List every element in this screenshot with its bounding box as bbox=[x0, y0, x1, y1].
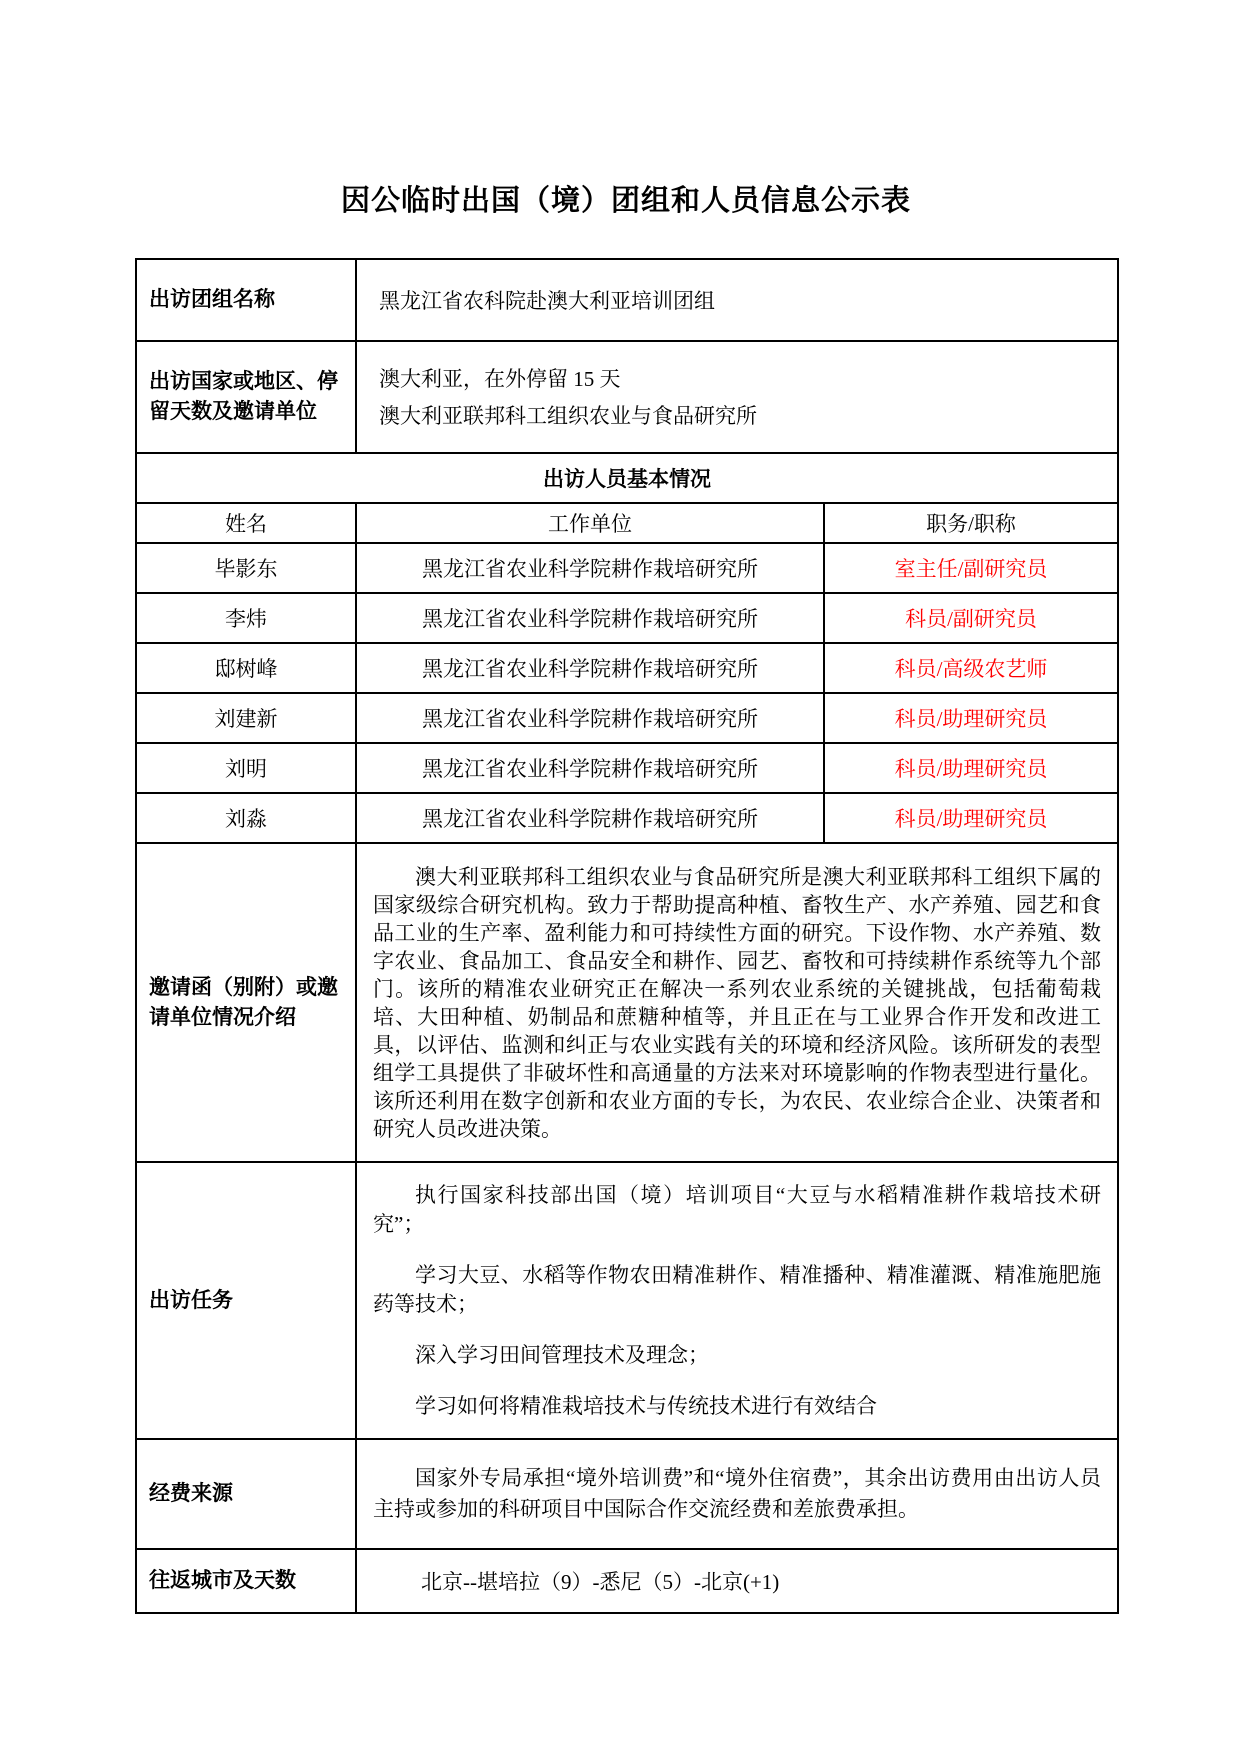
person-unit: 黑龙江省农业科学院耕作栽培研究所 bbox=[356, 743, 824, 793]
person-name: 刘淼 bbox=[136, 793, 356, 843]
person-unit: 黑龙江省农业科学院耕作栽培研究所 bbox=[356, 693, 824, 743]
person-name: 邸树峰 bbox=[136, 643, 356, 693]
table-row bbox=[136, 693, 1118, 743]
page-title: 因公临时出国（境）团组和人员信息公示表 bbox=[340, 185, 911, 217]
destination-line-1: 澳大利亚，在外停留 15 天 bbox=[379, 366, 621, 391]
header-name: 姓名 bbox=[136, 503, 356, 543]
person-name: 刘明 bbox=[136, 743, 356, 793]
header-position: 职务/职称 bbox=[824, 503, 1118, 543]
row-funding bbox=[136, 1439, 1118, 1549]
person-unit: 黑龙江省农业科学院耕作栽培研究所 bbox=[356, 793, 824, 843]
destination-value bbox=[356, 341, 1118, 453]
mission-label: 出访任务 bbox=[136, 1162, 356, 1439]
row-section-header bbox=[136, 453, 1118, 503]
group-name-label: 出访团组名称 bbox=[136, 259, 356, 341]
mission-paragraph: 学习大豆、水稻等作物农田精准耕作、精准播种、精准灌溉、精准施肥施药等技术； bbox=[373, 1262, 1101, 1316]
table-row bbox=[136, 793, 1118, 843]
person-position: 科员/助理研究员 bbox=[824, 743, 1118, 793]
person-unit: 黑龙江省农业科学院耕作栽培研究所 bbox=[356, 593, 824, 643]
table-row bbox=[136, 593, 1118, 643]
funding-paragraph: 国家外专局承担“境外培训费”和“境外住宿费”，其余出访费用由出访人员主持或参加的科研项目中国际合作交流经费和差旅费承担。 bbox=[373, 1466, 1101, 1521]
person-position: 室主任/副研究员 bbox=[824, 543, 1118, 593]
invitation-label: 邀请函（别附）或邀请单位情况介绍 bbox=[136, 843, 356, 1162]
mission-text bbox=[356, 1162, 1118, 1439]
itinerary-value: 北京--堪培拉（9）-悉尼（5）-北京(+1) bbox=[356, 1549, 1118, 1613]
table-row bbox=[136, 543, 1118, 593]
person-unit: 黑龙江省农业科学院耕作栽培研究所 bbox=[356, 643, 824, 693]
person-position: 科员/助理研究员 bbox=[824, 693, 1118, 743]
table-row bbox=[136, 643, 1118, 693]
row-destination bbox=[136, 341, 1118, 453]
destination-line-2: 澳大利亚联邦科工组织农业与食品研究所 bbox=[379, 403, 757, 428]
row-invitation bbox=[136, 843, 1118, 1162]
person-name: 毕影东 bbox=[136, 543, 356, 593]
destination-label: 出访国家或地区、停留天数及邀请单位 bbox=[136, 341, 356, 453]
person-position: 科员/副研究员 bbox=[824, 593, 1118, 643]
person-position: 科员/高级农艺师 bbox=[824, 643, 1118, 693]
person-name: 李炜 bbox=[136, 593, 356, 643]
mission-paragraph: 深入学习田间管理技术及理念； bbox=[415, 1342, 709, 1367]
person-unit: 黑龙江省农业科学院耕作栽培研究所 bbox=[356, 543, 824, 593]
info-table bbox=[135, 258, 1119, 1614]
section-header: 出访人员基本情况 bbox=[136, 453, 1118, 503]
person-position: 科员/助理研究员 bbox=[824, 793, 1118, 843]
header-unit: 工作单位 bbox=[356, 503, 824, 543]
row-personnel-headers bbox=[136, 503, 1118, 543]
person-name: 刘建新 bbox=[136, 693, 356, 743]
table-row bbox=[136, 743, 1118, 793]
invitation-text bbox=[356, 843, 1118, 1162]
invitation-paragraph: 澳大利亚联邦科工组织农业与食品研究所是澳大利亚联邦科工组织下属的国家级综合研究机构。致力于帮助提高种植、畜牧生产、水产养殖、园艺和食品工业的生产率、盈利能力和可持续性方面的研究。下设作物、水产养殖、数字农业、食品加工、食品安全和耕作、园艺、畜牧和可持续耕作系统等九个部门。该所的精准农业研究正在解决一系列农业系统的关键挑战，包括葡萄栽培、大田种植、奶制品和蔗糖种植等，并且正在与工业界合作开发和改进工具，以评估、监测和纠正与农业实践有关的环境和经济风险。该所研发的表型组学工具提供了非破坏性和高通量的方法来对环境影响的作物表型进行量化。该所还利用在数字创新和农业方面的专长，为农民、农业综合企业、决策者和研究人员改进决策。 bbox=[373, 864, 1101, 1141]
itinerary-label: 往返城市及天数 bbox=[136, 1549, 356, 1613]
row-itinerary bbox=[136, 1549, 1118, 1613]
row-mission bbox=[136, 1162, 1118, 1439]
group-name-value: 黑龙江省农科院赴澳大利亚培训团组 bbox=[356, 259, 1118, 341]
funding-text bbox=[356, 1439, 1118, 1549]
mission-paragraph: 执行国家科技部出国（境）培训项目“大豆与水稻精准耕作栽培技术研究”； bbox=[373, 1182, 1101, 1236]
mission-paragraph: 学习如何将精准栽培技术与传统技术进行有效结合 bbox=[415, 1393, 877, 1418]
funding-label: 经费来源 bbox=[136, 1439, 356, 1549]
row-group-name bbox=[136, 259, 1118, 341]
